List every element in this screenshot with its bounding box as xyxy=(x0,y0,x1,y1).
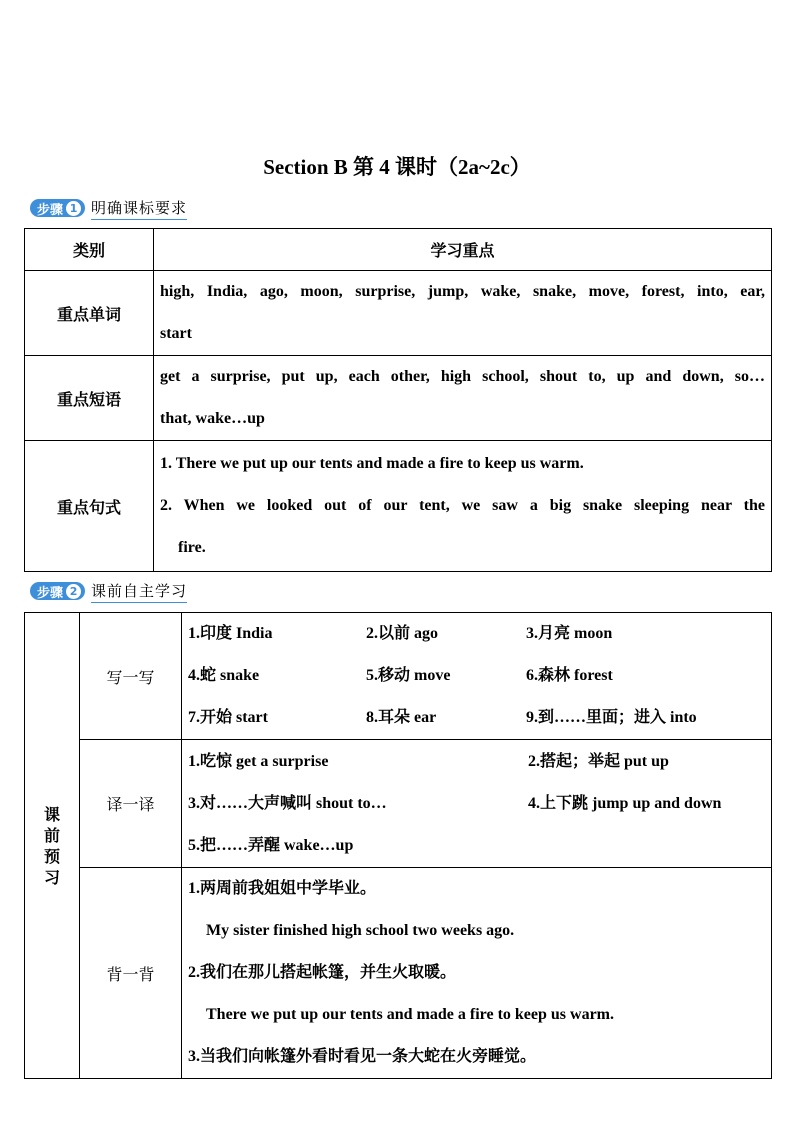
write-item: 9.到……里面；进入 into xyxy=(526,709,697,726)
recite-line-cn-2: 2.我们在那儿搭起帐篷，并生火取暖。 xyxy=(188,964,457,981)
recite-items xyxy=(182,868,772,1079)
table-header-row xyxy=(25,229,772,271)
row-recite xyxy=(25,868,772,1079)
row-translate xyxy=(25,740,772,868)
translate-item: 1.吃惊 get a surprise xyxy=(188,752,329,770)
preview-table xyxy=(24,612,772,1079)
focus-sentences-line-2: 2. When we looked out of our tent, we saw a big snake sleeping near the xyxy=(160,497,765,514)
side-char-4: 习 xyxy=(43,867,60,887)
translate-item: 2.搭起；举起 put up xyxy=(528,752,669,770)
step-2-number: 2 xyxy=(66,584,81,599)
focus-sentences xyxy=(154,441,772,572)
focus-phrases-line-1: get a surprise, put up, each other, high school, shout to, up and down, so… xyxy=(160,368,765,385)
focus-phrases-line-2: that, wake…up xyxy=(160,410,265,427)
header-category: 类别 xyxy=(25,229,154,271)
recite-line-en-1: My sister finished high school two weeks ago. xyxy=(206,922,515,939)
write-item: 2.以前 ago xyxy=(366,625,439,642)
recite-line-en-2: There we put up our tents and made a fire to keep us warm. xyxy=(206,1006,615,1023)
step-2-header xyxy=(30,581,187,601)
write-item: 7.开始 start xyxy=(188,709,268,726)
translate-items xyxy=(182,740,772,868)
step-2-label: 课前自主学习 xyxy=(91,580,187,603)
write-label: 写一写 xyxy=(80,613,182,740)
category-sentences: 重点句式 xyxy=(25,441,154,572)
focus-phrases xyxy=(154,356,772,441)
write-item: 3.月亮 moon xyxy=(526,625,613,642)
step-1-label: 明确课标要求 xyxy=(91,197,187,220)
focus-words xyxy=(154,271,772,356)
step-2-badge xyxy=(30,582,85,600)
side-char-1: 课 xyxy=(43,804,60,824)
step-1-header xyxy=(30,198,187,218)
write-item: 6.森林 forest xyxy=(526,667,613,684)
row-write xyxy=(25,613,772,740)
recite-line-cn-1: 1.两周前我姐姐中学毕业。 xyxy=(188,880,377,897)
preview-side-label xyxy=(25,613,80,1079)
recite-label: 背一背 xyxy=(80,868,182,1079)
focus-sentences-line-3: fire. xyxy=(178,539,206,556)
focus-words-line-1: high, India, ago, moon, surprise, jump, wake, snake, move, forest, into, ear, xyxy=(160,283,765,300)
write-item: 8.耳朵 ear xyxy=(366,709,437,726)
write-items xyxy=(182,613,772,740)
step-1-badge-text: 步骤 xyxy=(37,202,64,218)
step-2-badge-text: 步骤 xyxy=(37,585,64,601)
write-item: 4.蛇 snake xyxy=(188,667,260,684)
step-1-number: 1 xyxy=(66,201,81,216)
translate-item: 5.把……弄醒 wake…up xyxy=(188,836,354,854)
page-title: Section B 第 4 课时（2a~2c） xyxy=(263,155,531,179)
table-row-words xyxy=(25,271,772,356)
step-1-badge xyxy=(30,199,85,217)
category-phrases: 重点短语 xyxy=(25,356,154,441)
translate-item: 4.上下跳 jump up and down xyxy=(528,794,722,812)
recite-line-cn-3: 3.当我们向帐篷外看时看见一条大蛇在火旁睡觉。 xyxy=(188,1048,537,1065)
translate-item: 3.对……大声喊叫 shout to… xyxy=(188,794,387,812)
focus-words-line-2: start xyxy=(160,325,192,342)
side-char-2: 前 xyxy=(43,825,60,845)
write-item: 1.印度 India xyxy=(188,625,273,642)
write-item: 5.移动 move xyxy=(366,667,451,684)
side-char-3: 预 xyxy=(43,846,60,866)
objectives-table xyxy=(24,228,772,572)
translate-label: 译一译 xyxy=(80,740,182,868)
table-row-phrases xyxy=(25,356,772,441)
header-focus: 学习重点 xyxy=(154,229,772,271)
category-words: 重点单词 xyxy=(25,271,154,356)
table-row-sentences xyxy=(25,441,772,572)
focus-sentences-line-1: 1. There we put up our tents and made a fire to keep us warm. xyxy=(160,455,584,472)
